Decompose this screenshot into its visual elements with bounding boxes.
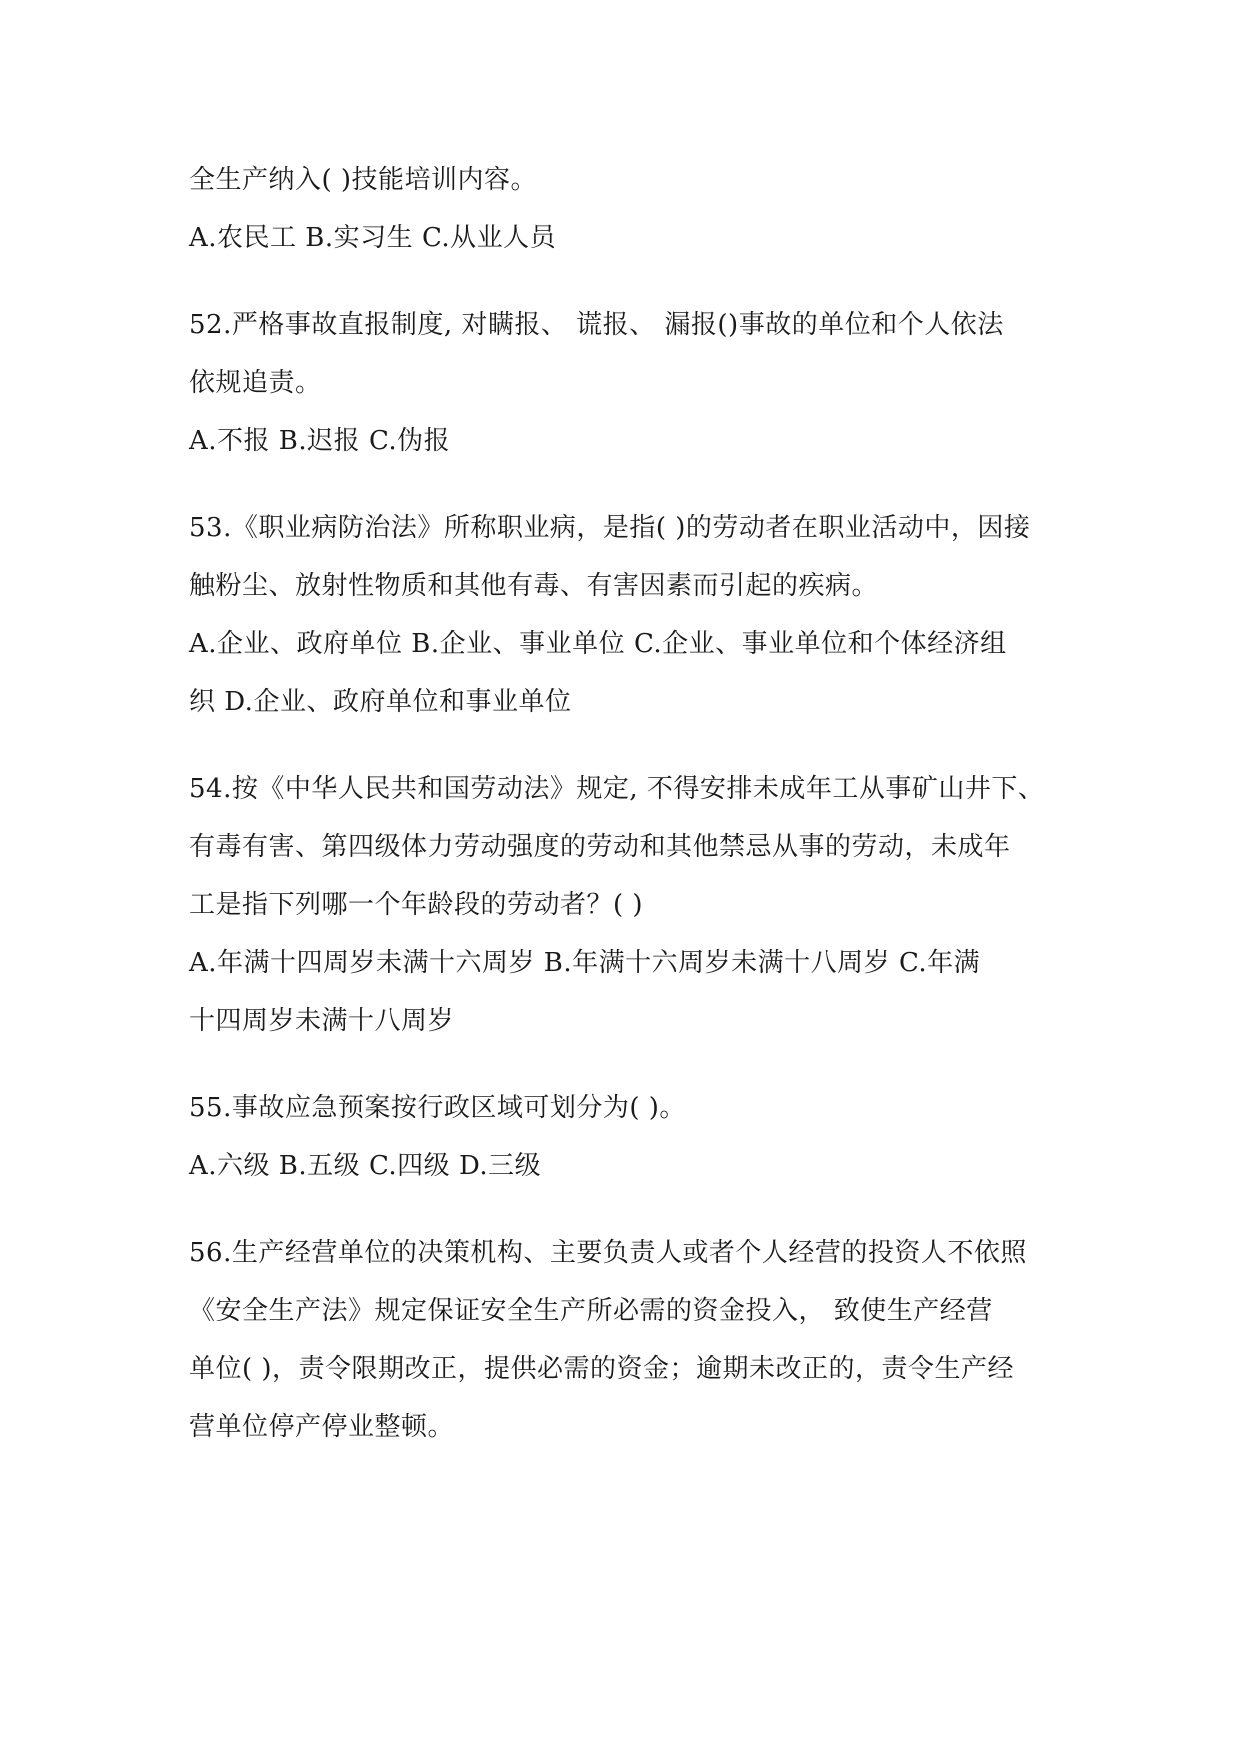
question-54-options-line-1: A.年满十四周岁未满十六周岁 B.年满十六周岁未满十八周岁 C.年满 [189, 948, 981, 978]
question-56-text-line-4: 营单位停产停业整顿。 [189, 1412, 455, 1442]
question-54-text-line-2: 有毒有害、第四级体力劳动强度的劳动和其他禁忌从事的劳动，未成年 [189, 832, 1011, 862]
question-54-text-line-3: 工是指下列哪一个年龄段的劳动者？( ) [189, 890, 644, 920]
question-53-text-line-1: 53.《职业病防治法》所称职业病，是指( )的劳动者在职业活动中，因接 [189, 513, 1031, 543]
question-51-options: A.农民工 B.实习生 C.从业人员 [189, 223, 557, 253]
question-56-text-line-3: 单位( )，责令限期改正，提供必需的资金；逾期未改正的，责令生产经 [189, 1354, 1015, 1384]
question-54-text-line-1: 54.按《中华人民共和国劳动法》规定, 不得安排未成年工从事矿山井下、 [189, 774, 1045, 804]
question-53-text-line-2: 触粉尘、放射性物质和其他有毒、有害因素而引起的疾病。 [189, 571, 879, 601]
question-52-text-line-1: 52.严格事故直报制度, 对瞒报、 谎报、 漏报()事故的单位和个人依法 [189, 310, 1004, 340]
question-52-text-line-2: 依规追责。 [189, 368, 322, 398]
question-55-text-line-1: 55.事故应急预案按行政区域可划分为( )。 [189, 1093, 686, 1123]
question-54-options-line-2: 十四周岁未满十八周岁 [189, 1006, 455, 1036]
question-56-text-line-2: 《安全生产法》规定保证安全生产所必需的资金投入， 致使生产经营 [189, 1296, 993, 1326]
question-55-options: A.六级 B.五级 C.四级 D.三级 [189, 1151, 542, 1181]
question-52-options: A.不报 B.迟报 C.伪报 [189, 426, 451, 456]
question-53-options-line-2: 织 D.企业、政府单位和事业单位 [189, 687, 572, 717]
question-53-options-line-1: A.企业、政府单位 B.企业、事业单位 C.企业、事业单位和个体经济组 [189, 629, 1007, 659]
question-56-text-line-1: 56.生产经营单位的决策机构、主要负责人或者个人经营的投资人不依照 [189, 1238, 1027, 1268]
question-51-text-line-1: 全生产纳入( )技能培训内容。 [189, 165, 538, 195]
